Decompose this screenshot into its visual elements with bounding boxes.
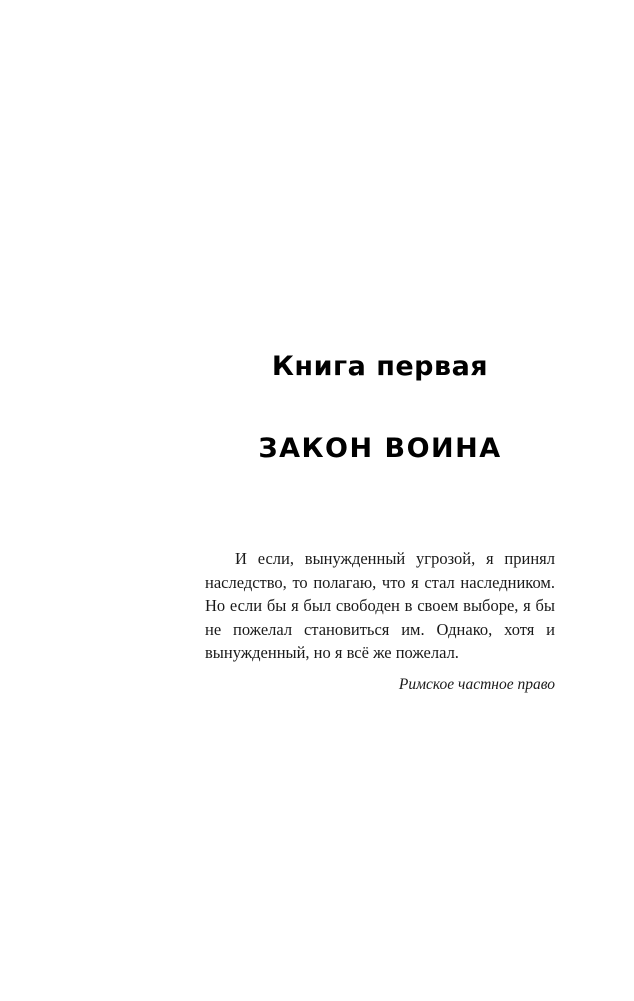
epigraph-source: Римское частное право [398, 676, 555, 694]
epigraph-block [205, 547, 555, 696]
page-content-block [205, 352, 555, 696]
epigraph-text: И если, вынужденный угрозой, я принял наследство, то полагаю, что я стал наследником. Но если бы я был свободен в своем выборе, я бы не пожелал становиться им. Однако, хотя и вынужденный, но я всё же пожелал. [205, 549, 555, 663]
book-number-heading: Книга первая [271, 351, 489, 382]
book-title-heading: ЗАКОН ВОИНА [258, 432, 502, 464]
